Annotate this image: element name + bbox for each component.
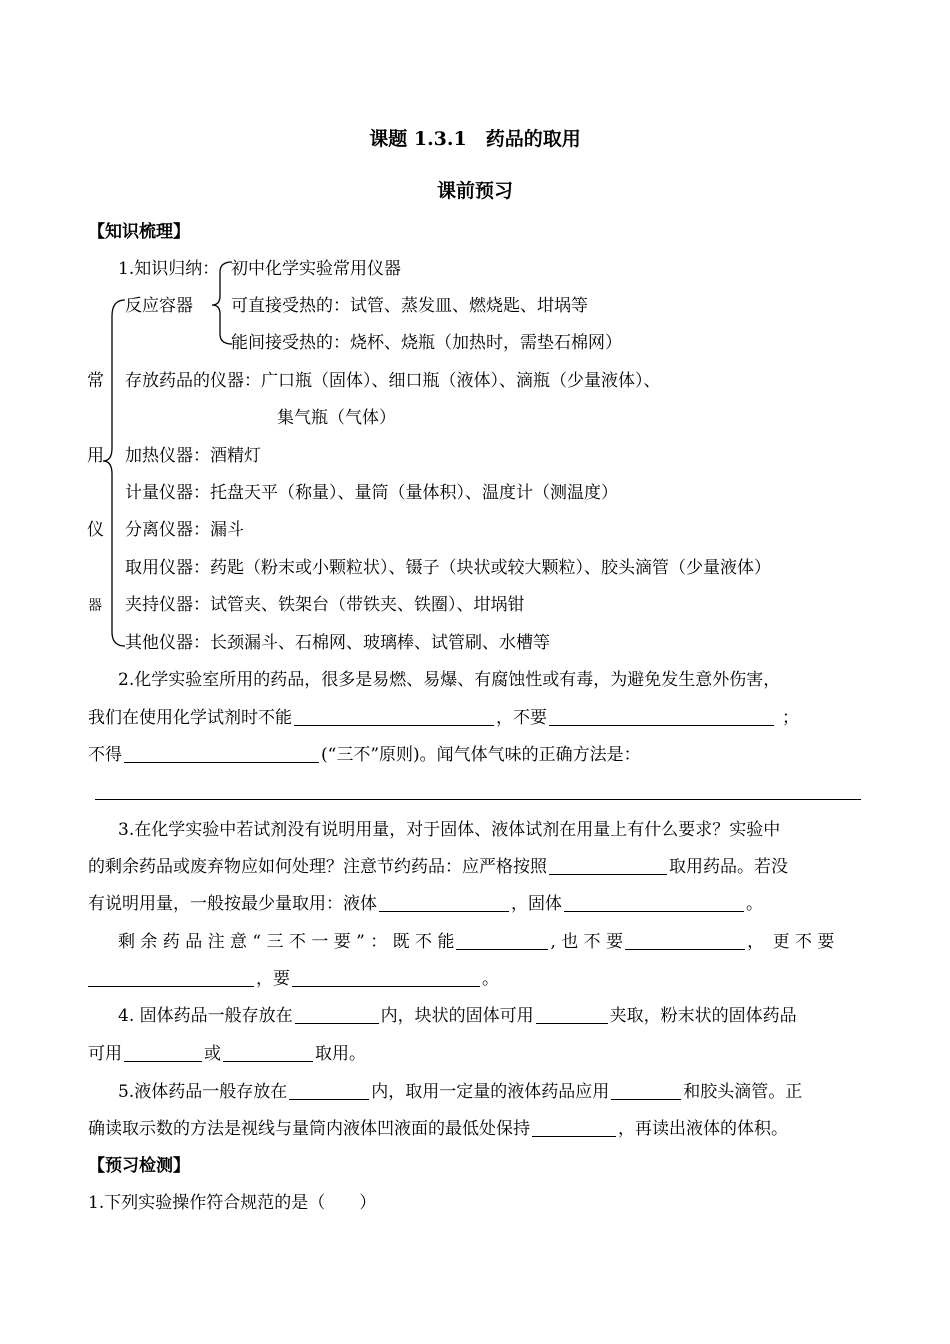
item2-line3-text-a: 不得: [88, 745, 122, 765]
measuring-line: 计量仪器：托盘天平（称量）、量筒（量体积）、温度计（测温度）: [125, 483, 618, 503]
item5-line2-text-b: ，再读出液体的体积。: [618, 1119, 788, 1139]
item4-line1-text-c: 夹取，粉末状的固体药品: [609, 1006, 797, 1026]
item3-line3: [88, 892, 763, 916]
item2-line2: [88, 706, 799, 730]
blank-field[interactable]: [625, 931, 745, 950]
item2-line1: 2.化学实验室所用的药品，很多是易燃、易爆、有腐蚀性或有毒，为避免发生意外伤害，: [118, 670, 781, 690]
storage-line-2: 集气瓶（气体）: [277, 408, 396, 428]
item1-prefix: 1.知识归纳：: [118, 259, 220, 279]
item3-line2-text-a: 的剩余药品或废弃物应如何处理？注意节约药品：应严格按照: [88, 857, 547, 877]
heating-line: 加热仪器：酒精灯: [125, 446, 261, 466]
blank-field[interactable]: [549, 707, 774, 726]
item3-line4: [118, 930, 834, 954]
blank-field[interactable]: [294, 707, 494, 726]
separating-line: 分离仪器：漏斗: [125, 520, 244, 540]
item5-line2-text-a: 确读取示数的方法是视线与量筒内液体凹液面的最低处保持: [88, 1119, 530, 1139]
vertical-char-3: 仪: [87, 520, 104, 540]
blank-field[interactable]: [536, 1005, 608, 1024]
item3-line5: [88, 967, 499, 991]
section-heading-knowledge: 【知识梳理】: [88, 222, 190, 242]
indirect-heat-line: 能间接受热的：烧杯、烧瓶（加热时，需垫石棉网）: [231, 333, 622, 353]
item3-line4-text-c: ， 更 不 要: [747, 932, 835, 952]
other-line: 其他仪器：长颈漏斗、石棉网、玻璃棒、试管刷、水槽等: [125, 633, 550, 653]
item5-line2: [88, 1117, 788, 1141]
item5-line1: [118, 1080, 802, 1104]
blank-field[interactable]: [295, 1005, 379, 1024]
item5-line1-text-c: 和胶头滴管。正: [683, 1082, 803, 1102]
blank-field[interactable]: [549, 856, 667, 875]
item2-line2-text-c: ；: [782, 708, 799, 728]
blank-field[interactable]: [124, 1043, 202, 1062]
item2-line3: [88, 743, 641, 767]
item4-line2-text-c: 取用。: [315, 1044, 366, 1064]
section-heading-check: 【预习检测】: [88, 1156, 190, 1176]
blank-field[interactable]: [611, 1081, 681, 1100]
item3-line3-text-a: 有说明用量，一般按最少量取用：液体: [88, 894, 377, 914]
blank-field[interactable]: [124, 744, 319, 763]
item1-heading: 初中化学实验常用仪器: [231, 259, 401, 279]
blank-field[interactable]: [289, 1081, 369, 1100]
item2-line3-text-b: (“三不”原则)。闻气体气味的正确方法是：: [321, 745, 641, 765]
page-subtitle: 课前预习: [436, 180, 513, 202]
item3-line3-text-c: 。: [746, 894, 763, 914]
item4-line2: [88, 1042, 366, 1066]
item3-line4-text-a: 剩 余 药 品 注 意 “ 三 不 一 要 ” ： 既 不 能: [118, 932, 455, 952]
item5-line1-text-a: 5.液体药品一般存放在: [118, 1082, 288, 1102]
item4-line2-text-b: 或: [204, 1044, 221, 1064]
blank-field[interactable]: [223, 1043, 313, 1062]
answer-line[interactable]: [95, 799, 861, 800]
item4-line1: [118, 1004, 797, 1028]
vertical-char-1: 常: [87, 371, 104, 391]
vertical-char-4: 器: [88, 598, 102, 614]
blank-field[interactable]: [292, 968, 480, 987]
item3-line1: 3.在化学实验中若试剂没有说明用量，对于固体、液体试剂在用量上有什么要求？实验中: [118, 820, 781, 840]
item4-line1-text-a: 4. 固体药品一般存放在: [118, 1006, 293, 1026]
blank-field[interactable]: [88, 968, 254, 987]
item3-line2: [88, 855, 788, 879]
question-1: 1.下列实验操作符合规范的是（ ）: [88, 1193, 377, 1213]
blank-field[interactable]: [564, 893, 744, 912]
item3-line4-text-b: , 也 不 要: [550, 932, 624, 952]
item4-line1-text-b: 内，块状的固体可用: [380, 1006, 534, 1026]
page-title: 课题 1.3.1 药品的取用: [369, 128, 581, 150]
storage-line-1: 存放药品的仪器：广口瓶（固体）、细口瓶（液体）、滴瓶（少量液体）、: [125, 371, 661, 391]
blank-field[interactable]: [532, 1118, 616, 1137]
item2-line2-text-a: 我们在使用化学试剂时不能: [88, 708, 292, 728]
vertical-char-2: 用: [87, 446, 104, 466]
reaction-container-label: 反应容器: [125, 296, 193, 316]
item4-line2-text-a: 可用: [88, 1044, 122, 1064]
item3-line3-text-b: ，固体: [511, 894, 562, 914]
direct-heat-line: 可直接受热的：试管、蒸发皿、燃烧匙、坩埚等: [231, 296, 588, 316]
blank-field[interactable]: [456, 931, 548, 950]
item5-line1-text-b: 内，取用一定量的液体药品应用: [371, 1082, 610, 1102]
item3-line2-text-b: 取用药品。若没: [669, 857, 788, 877]
item2-line2-text-b: ，不要: [496, 708, 547, 728]
blank-field[interactable]: [379, 893, 509, 912]
item3-line5-text-a: ，要: [256, 969, 290, 989]
taking-line: 取用仪器：药匙（粉末或小颗粒状）、镊子（块状或较大颗粒）、胶头滴管（少量液体）: [125, 558, 771, 578]
item3-line5-text-b: 。: [482, 969, 499, 989]
holding-line: 夹持仪器：试管夹、铁架台（带铁夹、铁圈）、坩埚钳: [125, 595, 525, 615]
